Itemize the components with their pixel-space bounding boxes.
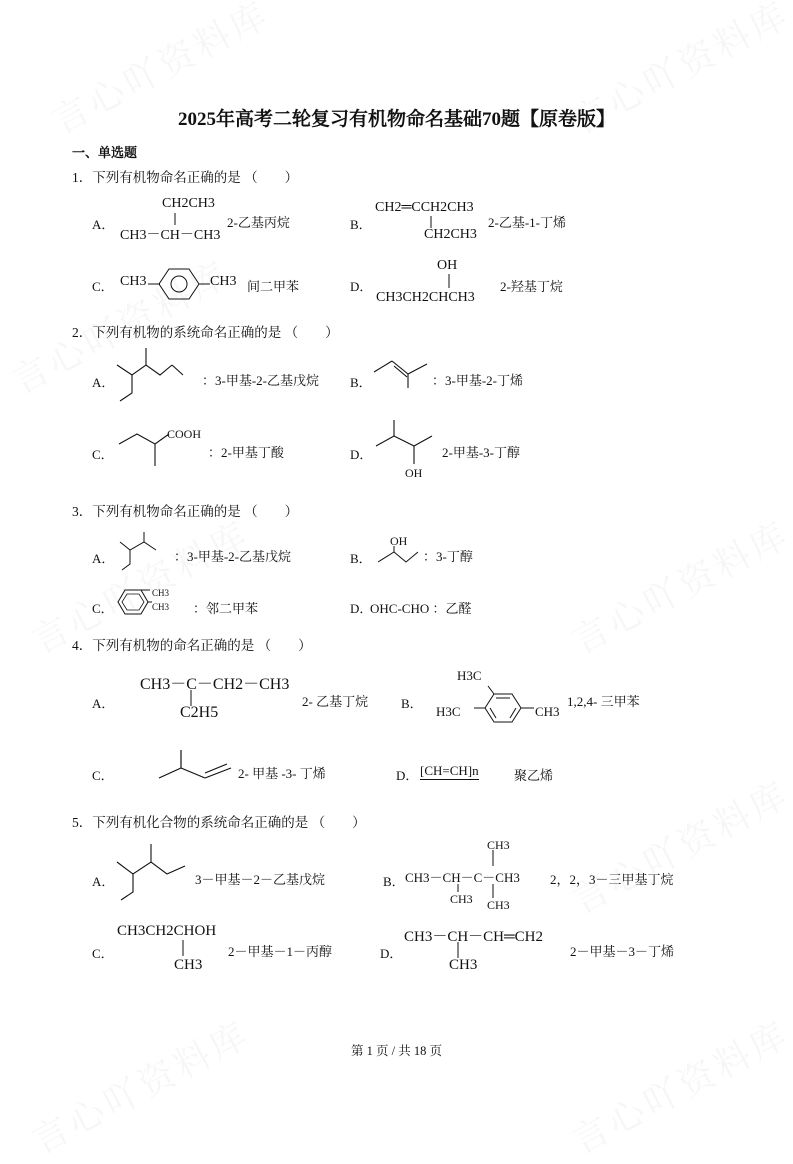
skeletal-structure	[376, 546, 422, 568]
formula-text: CH3CH2CHOH	[117, 923, 217, 939]
option-name: ：邻二甲苯	[193, 601, 259, 616]
option-label: C．	[92, 601, 114, 616]
option-label: B．	[383, 874, 405, 889]
skeletal-structure	[155, 748, 237, 782]
option-label: C．	[92, 768, 114, 783]
option-label: B．	[350, 375, 372, 390]
option-label: A．	[92, 874, 115, 889]
formula-text: CH3	[210, 274, 237, 289]
option-label: D．	[350, 601, 373, 616]
option-name: ：3-丁醇	[423, 549, 473, 564]
option-name: ：3-甲基-2-乙基戊烷	[202, 373, 319, 388]
formula-text: CH3	[450, 892, 473, 906]
option-label: A．	[92, 375, 115, 390]
formula-text: CH2CH3	[424, 227, 477, 242]
formula-text: CH2═CCH2CH3	[375, 200, 474, 215]
option-name: ：2-甲基丁酸	[208, 445, 284, 460]
formula-text: CH3	[449, 957, 478, 973]
option-label: C．	[92, 279, 114, 294]
page-footer: 第 1 页 / 共 18 页	[351, 1044, 442, 1058]
option-name: ：3-甲基-2-丁烯	[432, 373, 523, 388]
formula-text: [CH=CH]n	[420, 763, 479, 778]
formula-text: CH3－CH－C－CH3	[405, 870, 520, 885]
option-name: 2－甲基－1－丙醇	[228, 944, 333, 959]
option-name: ：3-甲基-2-乙基戊烷	[174, 549, 291, 564]
option-label: B．	[401, 696, 423, 711]
option-label: D．	[380, 946, 403, 961]
skeletal-structure	[372, 356, 434, 390]
watermark-text	[562, 767, 793, 925]
option-label: D．	[350, 279, 373, 294]
formula-text: CH3	[535, 704, 560, 719]
option-label: D．	[350, 447, 373, 462]
formula-text: CH3－CH－CH3	[120, 228, 221, 243]
option-label: B．	[350, 551, 372, 566]
bond-line	[178, 940, 188, 956]
option-name: 2－甲基－3－丁烯	[570, 944, 675, 959]
formula-text: CH3－CH－CH═CH2	[404, 929, 543, 945]
formula-text: CH3	[120, 274, 147, 289]
bond-line	[444, 274, 454, 288]
option-name: 2- 甲基 -3- 丁烯	[238, 766, 326, 781]
option-name: 间二甲苯	[247, 279, 300, 294]
formula-text: CH3	[152, 602, 170, 612]
option-name: 2- 乙基丁烷	[302, 694, 369, 709]
watermark-text	[22, 1007, 258, 1164]
formula-text: CH3	[174, 957, 203, 973]
formula-text: OH	[390, 534, 408, 548]
formula-text: CH3－C－CH2－CH3	[140, 676, 290, 693]
skeletal-structure	[115, 842, 199, 904]
question-stem: 4．下列有机物的命名正确的是 （ ）	[72, 638, 312, 653]
option-name: 聚乙烯	[514, 768, 554, 783]
formula-text: CH3	[487, 838, 510, 852]
formula-text: H3C	[457, 668, 482, 683]
skeletal-structure	[117, 430, 173, 470]
option-label: B．	[350, 217, 372, 232]
option-name: 2，2，3－三甲基丁烷	[550, 872, 674, 887]
formula-text: H3C	[436, 704, 461, 719]
question-stem: 2．下列有机物的系统命名正确的是 （ ）	[72, 325, 339, 340]
option-name: OHC-CHO ：乙醛	[370, 601, 472, 616]
option-name: 2-甲基-3-丁醇	[442, 445, 520, 460]
option-name: 2-乙基丙烷	[227, 215, 290, 230]
formula-text: C2H5	[180, 704, 219, 721]
formula-text: CH3	[487, 898, 510, 912]
option-label: C．	[92, 946, 114, 961]
option-label: A．	[92, 217, 115, 232]
skeletal-structure	[374, 418, 438, 468]
option-name: 1,2,4- 三甲苯	[567, 694, 640, 709]
question-stem: 3．下列有机物命名正确的是 （ ）	[72, 504, 299, 519]
benzene-ring-structure	[466, 682, 538, 728]
question-stem: 5．下列有机化合物的系统命名正确的是 （ ）	[72, 815, 366, 830]
formula-text: CH2CH3	[162, 196, 215, 211]
formula-text: OH	[437, 258, 458, 273]
watermark-text	[562, 507, 793, 665]
option-label: A．	[92, 696, 115, 711]
formula-text: CH3CH2CHCH3	[376, 290, 475, 305]
formula-text: CH3	[152, 588, 170, 598]
skeletal-structure	[115, 343, 195, 405]
question-stem: 1．下列有机物命名正确的是 （ ）	[72, 170, 299, 185]
skeletal-structure	[118, 530, 168, 574]
formula-text: COOH	[167, 427, 202, 441]
watermark-text	[562, 1007, 793, 1164]
option-label: A．	[92, 551, 115, 566]
option-name: 2-乙基-1-丁烯	[488, 215, 566, 230]
option-label: C．	[92, 447, 114, 462]
bond-line	[453, 942, 463, 958]
benzene-ring-structure	[148, 266, 210, 302]
option-name: 3－甲基－2－乙基戊烷	[195, 872, 326, 887]
option-name: 2-羟基丁烷	[500, 279, 563, 294]
option-label: D．	[396, 768, 419, 783]
section-heading: 一、单选题	[72, 145, 138, 160]
formula-text: OH	[405, 466, 423, 480]
page-title: 2025年高考二轮复习有机物命名基础70题【原卷版】	[177, 109, 615, 130]
